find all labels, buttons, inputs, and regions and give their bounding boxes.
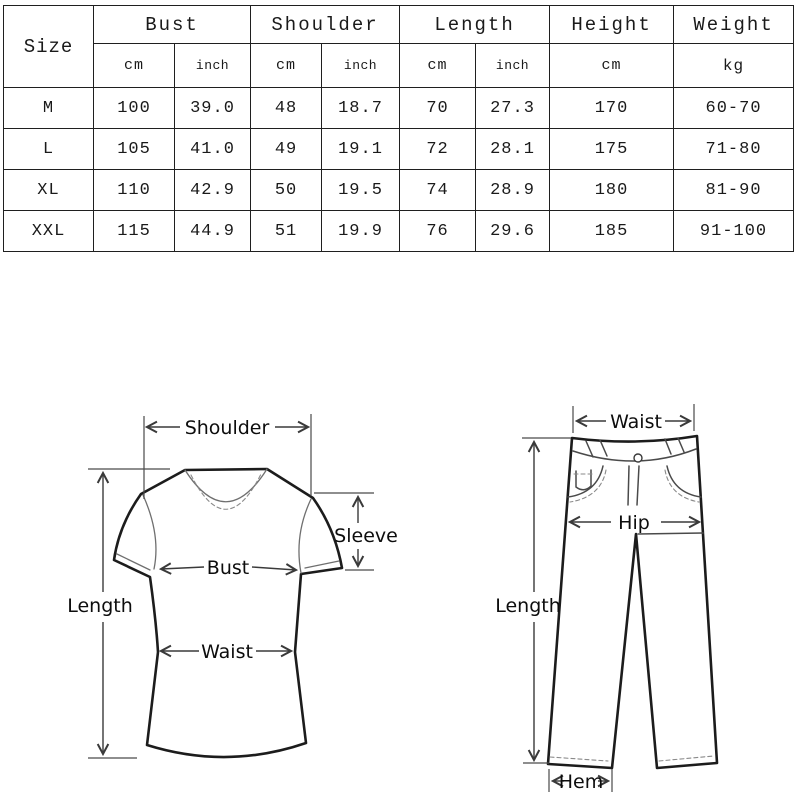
cell-bust-cm: 115 (94, 211, 175, 252)
cell-length-inch: 27.3 (476, 88, 550, 129)
pants-waist-measure (573, 404, 694, 433)
cell-height-cm: 185 (550, 211, 674, 252)
pants-outline (548, 436, 717, 768)
waist-button (634, 454, 642, 462)
cell-size: XXL (4, 211, 94, 252)
unit-length-inch: inch (476, 44, 550, 88)
tshirt-outline (114, 469, 342, 757)
cell-size: L (4, 129, 94, 170)
cell-length-cm: 76 (400, 211, 476, 252)
col-header-length: Length (400, 6, 550, 44)
unit-bust-cm: cm (94, 44, 175, 88)
cell-bust-inch: 42.9 (175, 170, 251, 211)
cell-shoulder-cm: 50 (251, 170, 322, 211)
cell-bust-inch: 39.0 (175, 88, 251, 129)
cell-bust-cm: 100 (94, 88, 175, 129)
cell-height-cm: 170 (550, 88, 674, 129)
cell-height-cm: 175 (550, 129, 674, 170)
hem-label: Hem (558, 771, 604, 793)
sleeve-label: Sleeve (334, 525, 398, 547)
cell-length-cm: 72 (400, 129, 476, 170)
cell-shoulder-inch: 19.5 (322, 170, 400, 211)
cell-height-cm: 180 (550, 170, 674, 211)
col-header-shoulder: Shoulder (251, 6, 400, 44)
unit-height-cm: cm (550, 44, 674, 88)
cell-bust-inch: 41.0 (175, 129, 251, 170)
cell-length-inch: 28.1 (476, 129, 550, 170)
cell-weight-kg: 91-100 (674, 211, 794, 252)
cell-shoulder-inch: 19.1 (322, 129, 400, 170)
cell-shoulder-cm: 49 (251, 129, 322, 170)
unit-shoulder-inch: inch (322, 44, 400, 88)
cell-bust-inch: 44.9 (175, 211, 251, 252)
cell-size: XL (4, 170, 94, 211)
col-header-weight: Weight (674, 6, 794, 44)
cell-weight-kg: 81-90 (674, 170, 794, 211)
pants-waist-label: Waist (610, 411, 662, 433)
unit-shoulder-cm: cm (251, 44, 322, 88)
tshirt-diagram (67, 414, 398, 758)
cell-length-inch: 28.9 (476, 170, 550, 211)
cell-bust-cm: 110 (94, 170, 175, 211)
unit-bust-inch: inch (175, 44, 251, 88)
cell-weight-kg: 71-80 (674, 129, 794, 170)
hip-label: Hip (618, 512, 650, 534)
pants-length-label: Length (495, 595, 561, 617)
cell-shoulder-inch: 18.7 (322, 88, 400, 129)
cell-length-inch: 29.6 (476, 211, 550, 252)
unit-weight-kg: kg (674, 44, 794, 88)
unit-length-cm: cm (400, 44, 476, 88)
cell-shoulder-inch: 19.9 (322, 211, 400, 252)
cell-shoulder-cm: 51 (251, 211, 322, 252)
cell-size: M (4, 88, 94, 129)
shirt-waist-label: Waist (201, 641, 253, 663)
cell-weight-kg: 60-70 (674, 88, 794, 129)
col-header-height: Height (550, 6, 674, 44)
cell-bust-cm: 105 (94, 129, 175, 170)
col-header-size: Size (4, 6, 94, 88)
bust-label: Bust (206, 557, 250, 579)
cell-length-cm: 74 (400, 170, 476, 211)
pants-diagram (495, 404, 717, 793)
shirt-shoulder-label: Shoulder (184, 417, 270, 439)
cell-shoulder-cm: 48 (251, 88, 322, 129)
hem-measure (549, 769, 612, 793)
shirt-length-label: Length (67, 595, 133, 617)
cell-length-cm: 70 (400, 88, 476, 129)
col-header-bust: Bust (94, 6, 251, 44)
